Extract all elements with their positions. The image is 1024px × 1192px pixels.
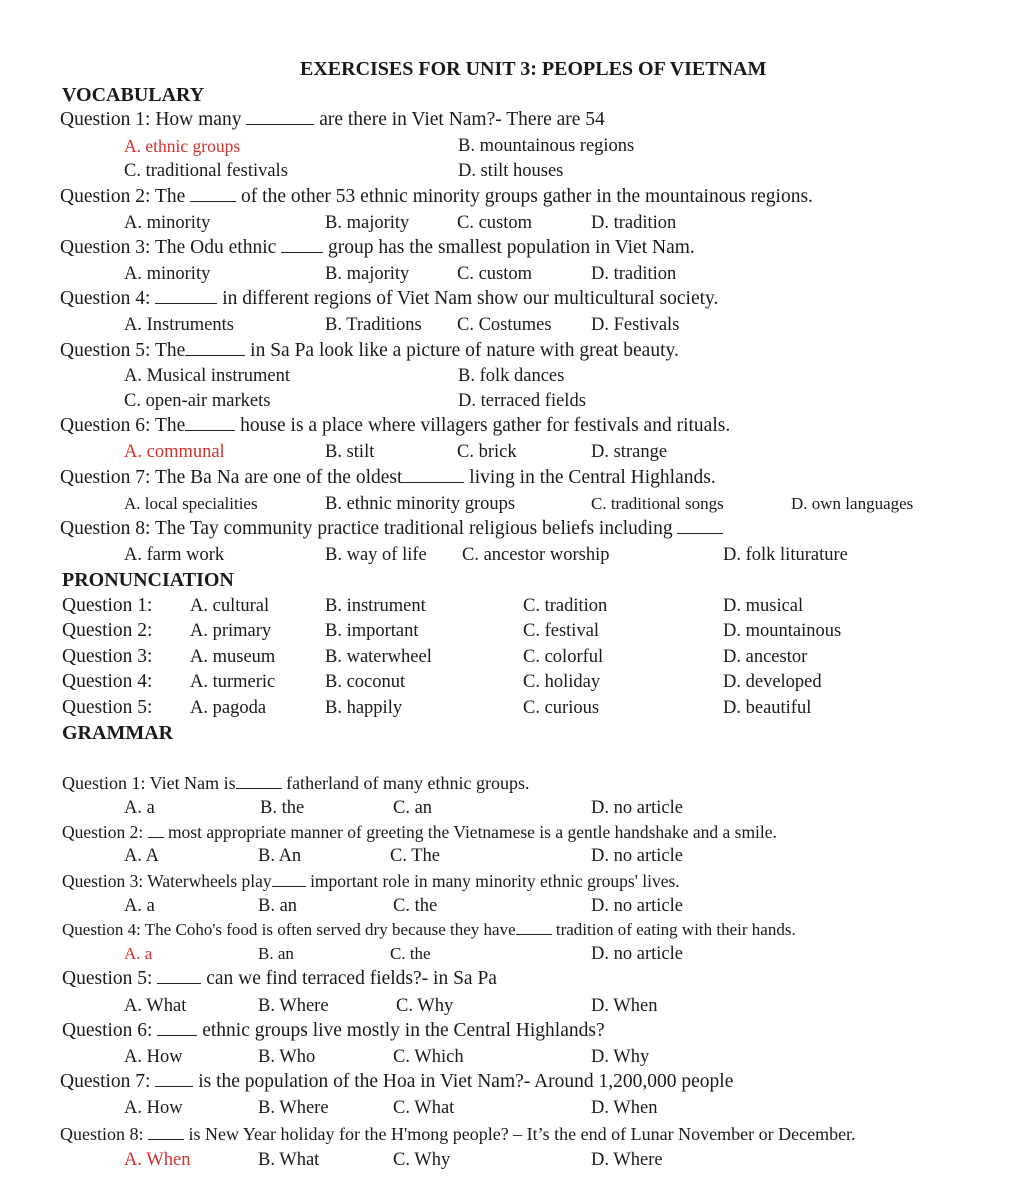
vocab-question-7: Question 7: The Ba Na are one of the oldest living in the Central Highlands. [60,467,716,488]
grammar-question-7: Question 7: is the population of the Hoa in Viet Nam?- Around 1,200,000 people [60,1071,734,1092]
pron-q5-option-b[interactable]: B. happily [325,698,403,718]
grammar-q8-option-a[interactable]: A. When [124,1150,191,1170]
grammar-q5-option-c[interactable]: C. Why [396,996,454,1016]
grammar-question-4: Question 4: The Coho's food is often served dry because they have tradition of eating with their hands. [62,920,796,939]
pron-q3-option-d[interactable]: D. ancestor [723,647,808,667]
vocab-q7-option-b[interactable]: B. ethnic minority groups [325,494,516,514]
grammar-q1-option-a[interactable]: A. a [124,798,155,818]
pron-q4-option-b[interactable]: B. coconut [325,672,406,692]
pron-question-1: Question 1: [62,595,153,616]
vocab-q5-option-b[interactable]: B. folk dances [458,366,565,386]
vocab-q3-option-c[interactable]: C. custom [457,264,533,284]
grammar-question-5: Question 5: can we find terraced fields?- in Sa Pa [62,968,497,989]
grammar-q1-option-c[interactable]: C. an [393,798,433,818]
grammar-q3-option-c[interactable]: C. the [393,896,438,916]
vocab-q4-option-a[interactable]: A. Instruments [124,315,234,335]
pron-q1-option-b[interactable]: B. instrument [325,596,426,616]
pron-question-3: Question 3: [62,646,153,667]
pron-q1-option-c[interactable]: C. tradition [523,596,608,616]
vocab-q8-option-d[interactable]: D. folk liturature [723,545,848,565]
pron-q5-option-c[interactable]: C. curious [523,698,600,718]
pron-q2-option-d[interactable]: D. mountainous [723,621,842,641]
vocab-q6-option-b[interactable]: B. stilt [325,442,375,462]
grammar-q7-option-b[interactable]: B. Where [258,1098,329,1118]
grammar-q4-option-b[interactable]: B. an [258,944,294,963]
vocab-q8-option-b[interactable]: B. way of life [325,545,427,565]
grammar-q2-option-d[interactable]: D. no article [591,846,683,866]
grammar-q1-option-b[interactable]: B. the [260,798,305,818]
vocab-q2-option-c[interactable]: C. custom [457,213,533,233]
vocab-q8-option-c[interactable]: C. ancestor worship [462,545,610,565]
vocab-q5-option-c[interactable]: C. open-air markets [124,391,271,411]
grammar-q4-option-a[interactable]: A. a [124,944,153,963]
pron-question-2: Question 2: [62,620,153,641]
grammar-q4-option-c[interactable]: C. the [390,944,431,963]
vocab-q1-option-b[interactable]: B. mountainous regions [458,136,635,156]
vocab-q2-option-a[interactable]: A. minority [124,213,211,233]
vocab-q4-option-b[interactable]: B. Traditions [325,315,422,335]
vocab-q6-option-c[interactable]: C. brick [457,442,517,462]
vocab-question-4: Question 4: in different regions of Viet Nam show our multicultural society. [60,288,719,309]
vocab-q7-option-c[interactable]: C. traditional songs [591,494,724,513]
pron-q2-option-c[interactable]: C. festival [523,621,600,641]
vocab-q2-option-b[interactable]: B. majority [325,213,410,233]
grammar-q2-option-c[interactable]: C. The [390,846,441,866]
pron-q3-option-c[interactable]: C. colorful [523,647,604,667]
pron-q3-option-a[interactable]: A. museum [190,647,276,667]
grammar-q5-option-a[interactable]: A. What [124,996,187,1016]
grammar-question-6: Question 6: ethnic groups live mostly in the Central Highlands? [62,1020,605,1041]
vocab-q6-option-d[interactable]: D. strange [591,442,668,462]
pron-q1-option-a[interactable]: A. cultural [190,596,270,616]
grammar-q8-option-c[interactable]: C. Why [393,1150,451,1170]
pron-q5-option-d[interactable]: D. beautiful [723,698,812,718]
vocab-q8-option-a[interactable]: A. farm work [124,545,225,565]
pron-q4-option-a[interactable]: A. turmeric [190,672,276,692]
pron-question-5: Question 5: [62,697,153,718]
grammar-q4-option-d[interactable]: D. no article [591,944,683,964]
pron-question-4: Question 4: [62,671,153,692]
pron-q4-option-d[interactable]: D. developed [723,672,822,692]
grammar-q8-option-b[interactable]: B. What [258,1150,320,1170]
vocab-q3-option-d[interactable]: D. tradition [591,264,677,284]
vocab-q3-option-b[interactable]: B. majority [325,264,410,284]
vocab-question-6: Question 6: The house is a place where villagers gather for festivals and rituals. [60,415,731,436]
grammar-q6-option-a[interactable]: A. How [124,1047,183,1067]
grammar-question-3: Question 3: Waterwheels play important role in many minority ethnic groups' lives. [62,871,680,891]
vocab-q5-option-a[interactable]: A. Musical instrument [124,366,290,386]
grammar-q2-option-b[interactable]: B. An [258,846,302,866]
grammar-q7-option-a[interactable]: A. How [124,1098,183,1118]
vocab-q4-option-c[interactable]: C. Costumes [457,315,552,335]
grammar-q7-option-c[interactable]: C. What [393,1098,455,1118]
grammar-q3-option-b[interactable]: B. an [258,896,298,916]
vocab-q7-option-d[interactable]: D. own languages [791,494,914,513]
grammar-question-1: Question 1: Viet Nam is fatherland of many ethnic groups. [62,773,530,793]
grammar-q6-option-d[interactable]: D. Why [591,1047,650,1067]
vocab-q1-option-a[interactable]: A. ethnic groups [124,136,241,156]
grammar-q6-option-b[interactable]: B. Who [258,1047,316,1067]
page-title: EXERCISES FOR UNIT 3: PEOPLES OF VIETNAM [300,58,767,80]
pron-q5-option-a[interactable]: A. pagoda [190,698,267,718]
vocab-q1-option-d[interactable]: D. stilt houses [458,161,564,181]
pron-q4-option-c[interactable]: C. holiday [523,672,601,692]
pron-q3-option-b[interactable]: B. waterwheel [325,647,432,667]
grammar-q1-option-d[interactable]: D. no article [591,798,683,818]
grammar-q3-option-d[interactable]: D. no article [591,896,683,916]
vocab-question-2: Question 2: The of the other 53 ethnic minority groups gather in the mountainous regions. [60,186,813,207]
section-grammar: GRAMMAR [62,722,174,744]
grammar-q5-option-b[interactable]: B. Where [258,996,329,1016]
grammar-q3-option-a[interactable]: A. a [124,896,155,916]
grammar-q7-option-d[interactable]: D. When [591,1098,658,1118]
vocab-q5-option-d[interactable]: D. terraced fields [458,391,586,411]
grammar-q6-option-c[interactable]: C. Which [393,1047,464,1067]
vocab-q4-option-d[interactable]: D. Festivals [591,315,680,335]
grammar-question-2: Question 2: most appropriate manner of greeting the Vietnamese is a gentle handshake and a smile. [62,822,777,842]
vocab-q3-option-a[interactable]: A. minority [124,264,211,284]
grammar-q2-option-a[interactable]: A. A [124,846,159,866]
vocab-q6-option-a[interactable]: A. communal [124,442,225,462]
vocab-question-1: Question 1: How many are there in Viet Nam?- There are 54 [60,109,605,130]
section-vocabulary: VOCABULARY [62,84,205,106]
vocab-q1-option-c[interactable]: C. traditional festivals [124,161,288,181]
pron-q2-option-b[interactable]: B. important [325,621,419,641]
grammar-q8-option-d[interactable]: D. Where [591,1150,663,1170]
grammar-question-8: Question 8: is New Year holiday for the H'mong people? – It’s the end of Lunar November or December. [60,1124,856,1144]
vocab-question-3: Question 3: The Odu ethnic group has the smallest population in Viet Nam. [60,237,695,258]
vocab-q7-option-a[interactable]: A. local specialities [124,494,258,513]
vocab-q2-option-d[interactable]: D. tradition [591,213,677,233]
pron-q1-option-d[interactable]: D. musical [723,596,804,616]
grammar-q5-option-d[interactable]: D. When [591,996,658,1016]
vocab-question-8: Question 8: The Tay community practice traditional religious beliefs including [60,518,723,540]
pron-q2-option-a[interactable]: A. primary [190,621,272,641]
vocab-question-5: Question 5: The in Sa Pa look like a picture of nature with great beauty. [60,340,679,361]
section-pronunciation: PRONUNCIATION [62,569,234,591]
